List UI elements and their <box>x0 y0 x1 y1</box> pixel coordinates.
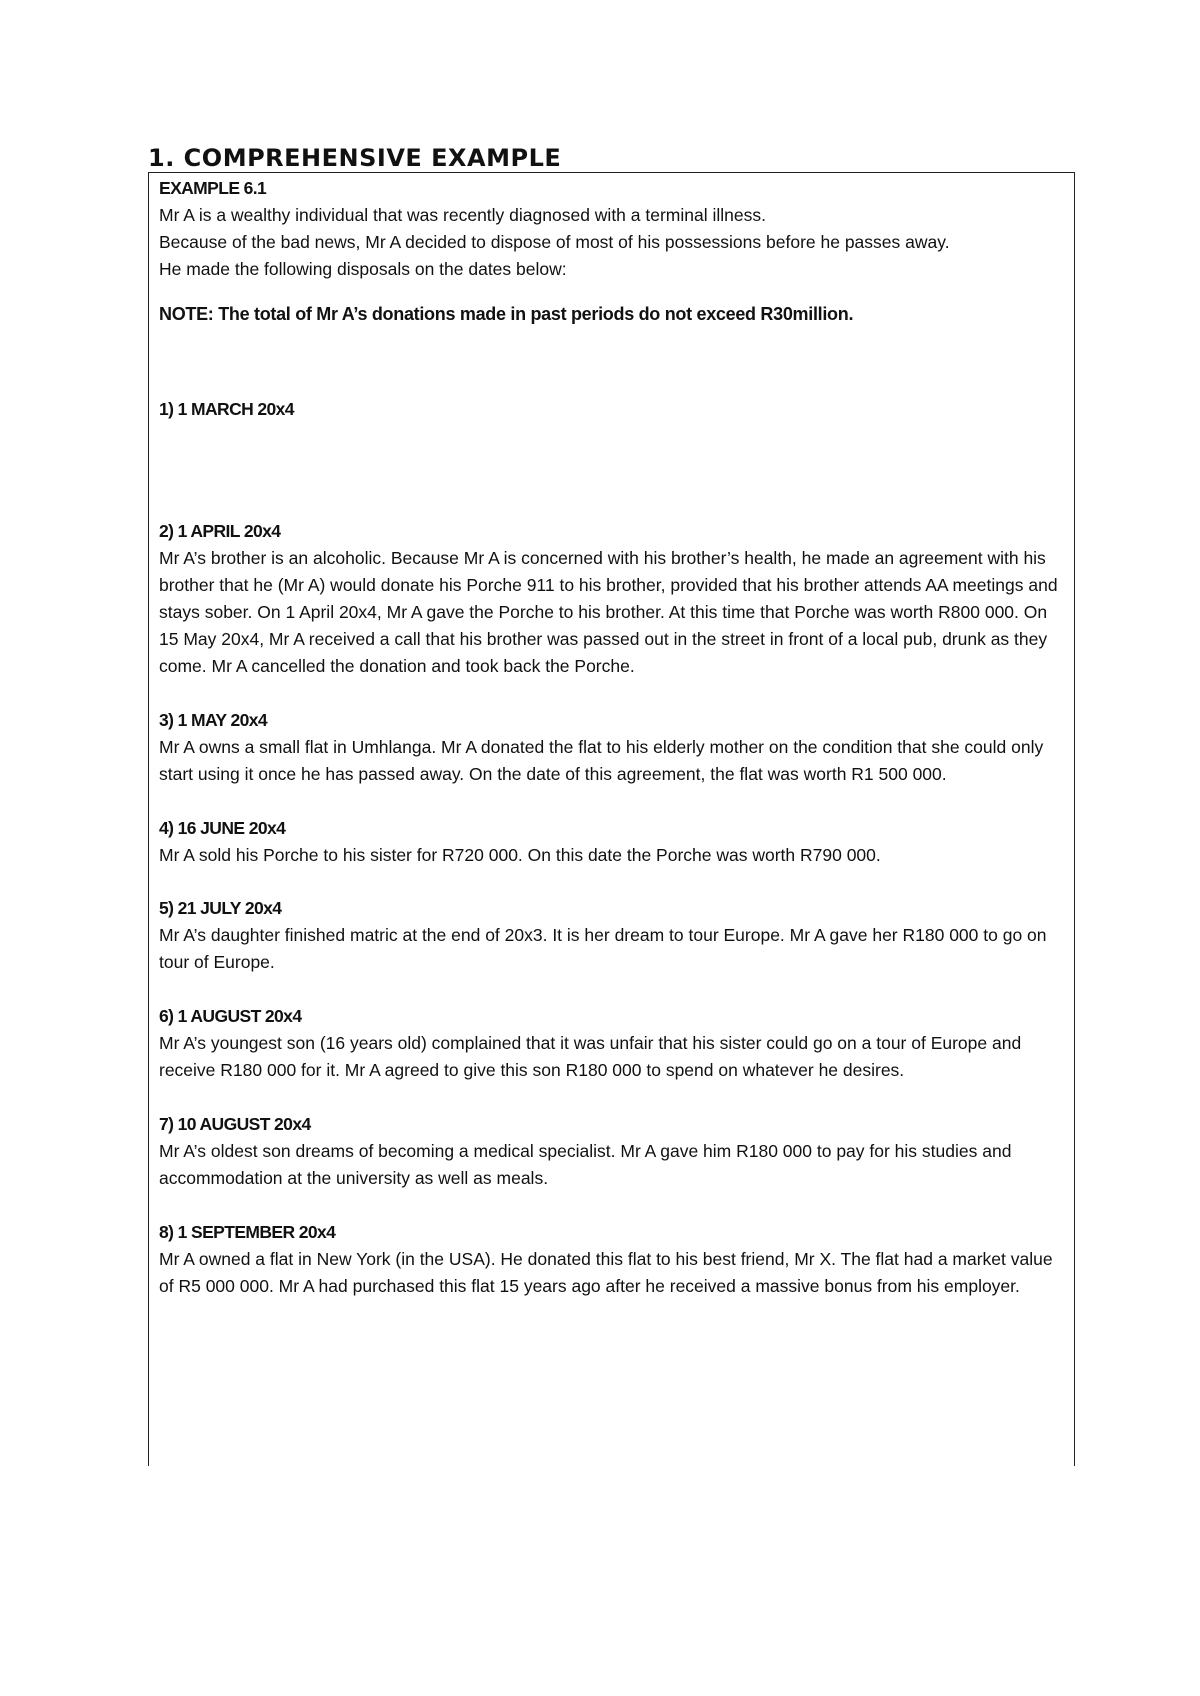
disposal-item <box>159 895 1064 976</box>
intro-line: He made the following disposals on the dates below: <box>159 259 567 279</box>
disposal-item <box>159 396 1064 423</box>
disposal-title: 7) 10 AUGUST 20x4 <box>159 1114 311 1134</box>
section-heading: 1. COMPREHENSIVE EXAMPLE <box>148 144 562 172</box>
disposal-item <box>159 707 1064 788</box>
disposal-item <box>159 1111 1064 1192</box>
disposal-body: Mr A’s brother is an alcoholic. Because Mr A is concerned with his brother’s health, he made an agreement with his brother that he (Mr A) would donate his Porche 911 to his brother, provided that his brother attends AA meetings and stays sober. On 1 April 20x4, Mr A gave the Porche to his brother. At this time that Porche was worth R800 000. On 15 May 20x4, Mr A received a call that his brother was passed out in the street in front of a local pub, drunk as they come. Mr A cancelled the donation and took back the Porche. <box>159 548 1058 676</box>
disposal-body: Mr A owns a small flat in Umhlanga. Mr A donated the flat to his elderly mother on the condition that she could only start using it once he has passed away. On the date of this agreement, the flat was worth R1 500 000. <box>159 737 1044 784</box>
disposal-item <box>159 518 1064 680</box>
disposal-title: 6) 1 AUGUST 20x4 <box>159 1006 302 1026</box>
disposal-title: 1) 1 MARCH 20x4 <box>159 399 294 419</box>
disposal-title: 2) 1 APRIL 20x4 <box>159 521 281 541</box>
disposal-item <box>159 1219 1064 1300</box>
example-box <box>148 172 1075 1466</box>
disposal-item <box>159 815 1064 869</box>
intro-line: Mr A is a wealthy individual that was recently diagnosed with a terminal illness. <box>159 205 766 225</box>
disposal-body: Mr A’s daughter finished matric at the end of 20x3. It is her dream to tour Europe. Mr A gave her R180 000 to go on tour of Europe. <box>159 925 1047 972</box>
disposal-body: Mr A’s oldest son dreams of becoming a medical specialist. Mr A gave him R180 000 to pay for his studies and accommodation at the university as well as meals. <box>159 1141 1012 1188</box>
intro-paragraphs <box>159 202 1064 283</box>
disposal-item <box>159 1003 1064 1084</box>
disposal-title: 4) 16 JUNE 20x4 <box>159 818 286 838</box>
disposal-body: Mr A’s youngest son (16 years old) complained that it was unfair that his sister could go on a tour of Europe and receive R180 000 for it. Mr A agreed to give this son R180 000 to spend on whatever he desires. <box>159 1033 1022 1080</box>
intro-line: Because of the bad news, Mr A decided to dispose of most of his possessions before he passes away. <box>159 232 950 252</box>
disposal-title: 3) 1 MAY 20x4 <box>159 710 267 730</box>
disposal-body: Mr A sold his Porche to his sister for R720 000. On this date the Porche was worth R790 000. <box>159 845 881 865</box>
example-title: EXAMPLE 6.1 <box>159 178 267 198</box>
note-text: NOTE: The total of Mr A’s donations made in past periods do not exceed R30million. <box>159 304 854 324</box>
disposal-body: Mr A owned a flat in New York (in the USA). He donated this flat to his best friend, Mr X. The flat had a market value of R5 000 000. Mr A had purchased this flat 15 years ago after he received a massive bonus from his employer. <box>159 1249 1053 1296</box>
disposal-title: 8) 1 SEPTEMBER 20x4 <box>159 1222 336 1242</box>
disposal-title: 5) 21 JULY 20x4 <box>159 898 282 918</box>
